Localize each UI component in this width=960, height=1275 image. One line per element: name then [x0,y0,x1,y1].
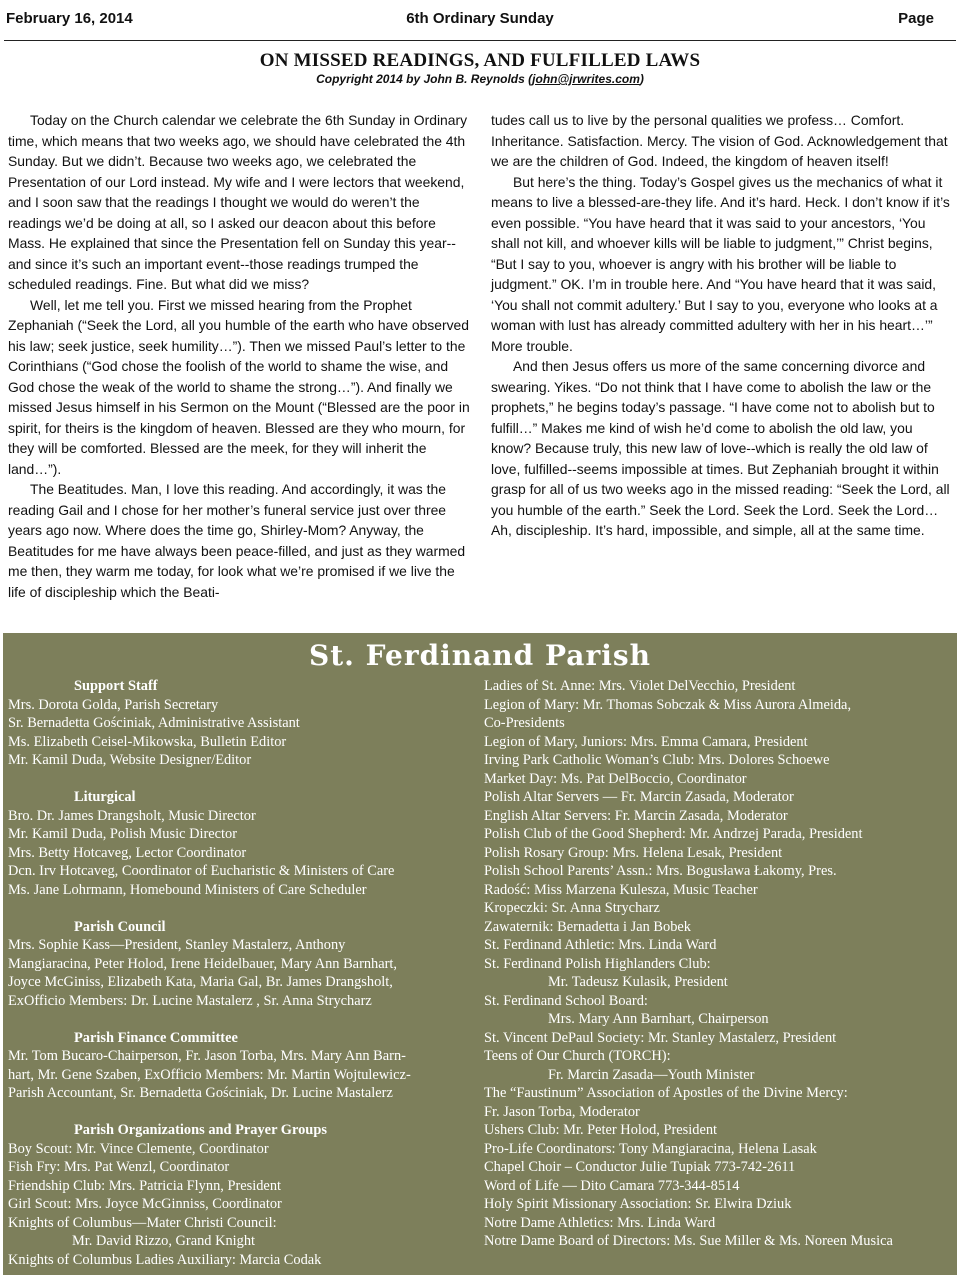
header-date: February 16, 2014 [6,10,133,27]
organization-entry: Pro-Life Coordinators: Tony Mangiaracina, Helena Lasak [484,1140,817,1157]
organization-entry: Ladies of St. Anne: Mrs. Violet DelVecchio, President [484,678,796,694]
organization-entry: St. Ferdinand Athletic: Mrs. Linda Ward [484,937,717,953]
organization-entry: St. Ferdinand School Board: [484,992,648,1009]
organization-entry: Legion of Mary, Juniors: Mrs. Emma Camara, President [484,733,808,750]
author-email-link[interactable]: john@jrwrites.com [532,72,640,86]
finance-line: hart, Mr. Gene Szaben, ExOfficio Members: Mr. Martin Wojtulewicz- [8,1066,411,1083]
staff-entry: Mr. Kamil Duda, Website Designer/Editor [8,752,252,768]
organization-entry: Friendship Club: Mrs. Patricia Flynn, President [8,1177,282,1194]
parish-title: St. Ferdinand Parish [309,639,651,672]
organization-entry: Legion of Mary: Mr. Thomas Sobczak & Miss Aurora Almeida, [484,696,852,713]
organization-entry: Word of Life — Dito Camara 773-344-8514 [484,1177,740,1194]
organization-entry: Mr. David Rizzo, Grand Knight [72,1233,256,1249]
article-paragraph: The Beatitudes. Man, I love this reading. And accordingly, it was the reading Gail and I chose for her mother’s funeral service just over three years ago now. Where does the time go, Shirley-Mom? Anyway, the Beatitudes for me have always been peace-filled, and just as they warmed me then, they warm me today, for look what we’re promised if we live the life of discipleship which the Beati- [8,481,466,600]
header-divider [4,40,956,41]
organization-entry: Polish Club of the Good Shepherd: Mr. Andrzej Parada, President [484,826,863,842]
copyright-text: Copyright 2014 by John B. Reynolds ( [316,72,533,86]
organization-entry: English Altar Servers: Fr. Marcin Zasada, Moderator [484,807,788,824]
organization-entry: Boy Scout: Mr. Vince Clemente, Coordinator [8,1140,269,1157]
liturgical-entry: Bro. Dr. James Drangsholt, Music Director [8,807,256,824]
council-line: Mrs. Sophie Kass—President, Stanley Mastalerz, Anthony [8,937,346,953]
article-paragraph: Today on the Church calendar we celebrate the 6th Sunday in Ordinary time, which means that two weeks ago, we should have celebrated the 4th Sunday. But we didn’t. Because two weeks ago, we celebrated the Presentation of our Lord instead. My wife and I were lectors that weekend, and I soon saw that the readings I thought we would do weren’t the readings we’d be doing at all, so I asked our deacon about this before Mass. He explained that since the Presentation fell on Sunday this year--and since it’s such an important event--those readings trumped the scheduled readings. Fine. But what did we miss? [8,112,468,292]
article-paragraph: Well, let me tell you. First we missed hearing from the Prophet Zephaniah (“Seek the Lord, all you humble of the earth who have observed his law; seek justice, seek humility…”). Then we missed Paul’s letter to the Corinthians (“God chose the foolish of the world to shame the wise, and God chose the weak of the world to shame the strong…”). And finally we missed Jesus himself in his Sermon on the Mount (“Blessed are the poor in spirit, for theirs is the kingdom of heaven. Blessed are they who mourn, for they will be comforted. Blessed are the meek, for they will inherit the land…”). [8,296,470,477]
organization-entry: Market Day: Ms. Pat DelBoccio, Coordinator [484,770,747,787]
organization-entry: The “Faustinum” Association of Apostles of the Divine Mercy: [484,1085,848,1101]
organization-entry: Fish Fry: Mrs. Pat Wenzl, Coordinator [8,1159,230,1175]
organization-entry: St. Vincent DePaul Society: Mr. Stanley Mastalerz, President [484,1029,837,1046]
parish-directory [3,633,957,1275]
article-copyright [0,72,960,86]
organization-entry: Fr. Marcin Zasada—Youth Minister [548,1066,755,1083]
page-header [0,0,960,40]
section-heading-finance-committee: Parish Finance Committee [74,1029,238,1046]
article-right-column [491,110,951,541]
organization-entry: Fr. Jason Torba, Moderator [484,1103,640,1120]
organization-entry: Mrs. Mary Ann Barnhart, Chairperson [548,1011,769,1027]
article-paragraph: And then Jesus offers us more of the same concerning divorce and swearing. Yikes. “Do not think that I have come to abolish the law or the prophets,” he begins today’s passage. “I have come not to abolish but to fulfill…” Makes me kind of wish he’d come to abolish the old law, you know? Because truly, this new law of love--which is really the old law of love, fulfilled--seems impossible at times. But Zephaniah brought it within grasp for all of us two weeks ago in the missed reading: “Seek the Lord, all you humble of the earth.” Seek the Lord. Seek the Lord. Seek the Lord… Ah, discipleship. It’s hard, impossible, and simple, all at the same time. [491,358,950,538]
organization-entry: Zawaternik: Bernadetta i Jan Bobek [484,918,691,935]
organization-entry: Kropeczki: Sr. Anna Strycharz [484,900,660,916]
finance-line: Parish Accountant, Sr. Bernadetta Gościniak, Dr. Lucine Mastalerz [8,1085,393,1101]
staff-entry: Mrs. Dorota Golda, Parish Secretary [8,696,219,713]
liturgical-entry: Dcn. Irv Hotcaveg, Coordinator of Eucharistic & Ministers of Care [8,863,395,879]
organization-entry: Polish Altar Servers — Fr. Marcin Zasada, Moderator [484,789,794,805]
parish-directory-right [484,677,954,1251]
liturgical-entry: Ms. Jane Lohrmann, Homebound Ministers of Care Scheduler [8,881,367,898]
organization-entry: Co-Presidents [484,715,565,731]
section-heading-support-staff: Support Staff [74,678,158,694]
article-title: ON MISSED READINGS, AND FULFILLED LAWS [259,50,701,71]
liturgical-entry: Mr. Kamil Duda, Polish Music Director [8,826,238,842]
organization-entry: Notre Dame Board of Directors: Ms. Sue Miller & Ms. Noreen Musica [484,1233,893,1249]
organization-entry: Knights of Columbus—Mater Christi Council: [8,1214,277,1231]
organization-entry: St. Ferdinand Polish Highlanders Club: [484,955,711,972]
section-heading-organizations: Parish Organizations and Prayer Groups [74,1122,327,1138]
header-page: Page [898,10,934,27]
finance-line: Mr. Tom Bucaro-Chairperson, Fr. Jason Torba, Mrs. Mary Ann Barn- [8,1048,406,1064]
section-heading-parish-council: Parish Council [74,918,166,935]
organization-entry: Knights of Columbus Ladies Auxiliary: Marcia Codak [8,1251,322,1268]
copyright-close: ) [639,72,644,86]
council-line: ExOfficio Members: Dr. Lucine Mastalerz , Sr. Anna Strycharz [8,992,372,1009]
section-heading-liturgical: Liturgical [74,789,136,805]
council-line: Mangiaracina, Peter Holod, Irene Heidelbauer, Mary Ann Barnhart, [8,955,398,972]
article-paragraph: tudes call us to live by the personal qualities we profess… Comfort. Inheritance. Satisfaction. Mercy. The vision of God. Acknowledgement that we are the children of God. Indeed, the kingdom of heaven itself! [491,112,948,169]
organization-entry: Radość: Miss Marzena Kulesza, Music Teacher [484,881,758,898]
organization-entry: Holy Spirit Missionary Association: Sr. Elwira Dziuk [484,1196,792,1212]
organization-entry: Ushers Club: Mr. Peter Holod, President [484,1122,718,1138]
organization-entry: Notre Dame Athletics: Mrs. Linda Ward [484,1214,716,1231]
organization-entry: Mr. Tadeusz Kulasik, President [548,974,728,990]
council-line: Joyce McGiniss, Elizabeth Kata, Maria Gal, Br. James Drangsholt, [8,974,393,990]
organization-entry: Polish Rosary Group: Mrs. Helena Lesak, President [484,844,783,861]
article-paragraph: But here’s the thing. Today’s Gospel gives us the mechanics of what it means to live a blessed-are-they life. And it’s hard. Heck. I don’t know if it’s even possible. “You have heard that it was said to your ancestors, ‘You shall not kill, and whoever kills will be liable to judgment,’” Christ begins, “But I say to you, whoever is angry with his brother will be liable to judgment.” OK. I’m in trouble here. And “You have heard that it was said, ‘You shall not commit adultery.’ But I say to you, everyone who looks at a woman with lust has already committed adultery with her in his heart…’” More trouble. [491,173,950,354]
header-title: 6th Ordinary Sunday [406,10,554,27]
staff-entry: Ms. Elizabeth Ceisel-Mikowska, Bulletin Editor [8,733,287,750]
organization-entry: Polish School Parents’ Assn.: Mrs. Bogusława Łakomy, Pres. [484,863,837,879]
organization-entry: Teens of Our Church (TORCH): [484,1048,671,1064]
organization-entry: Irving Park Catholic Woman’s Club: Mrs. Dolores Schoewe [484,752,830,768]
staff-entry: Sr. Bernadetta Gościniak, Administrative Assistant [8,715,300,731]
organization-entry: Chapel Choir – Conductor Julie Tupiak 773-742-2611 [484,1159,796,1175]
liturgical-entry: Mrs. Betty Hotcaveg, Lector Coordinator [8,844,247,861]
organization-entry: Girl Scout: Mrs. Joyce McGinniss, Coordinator [8,1196,282,1212]
article-left-column [8,110,470,602]
parish-directory-left [8,677,478,1269]
